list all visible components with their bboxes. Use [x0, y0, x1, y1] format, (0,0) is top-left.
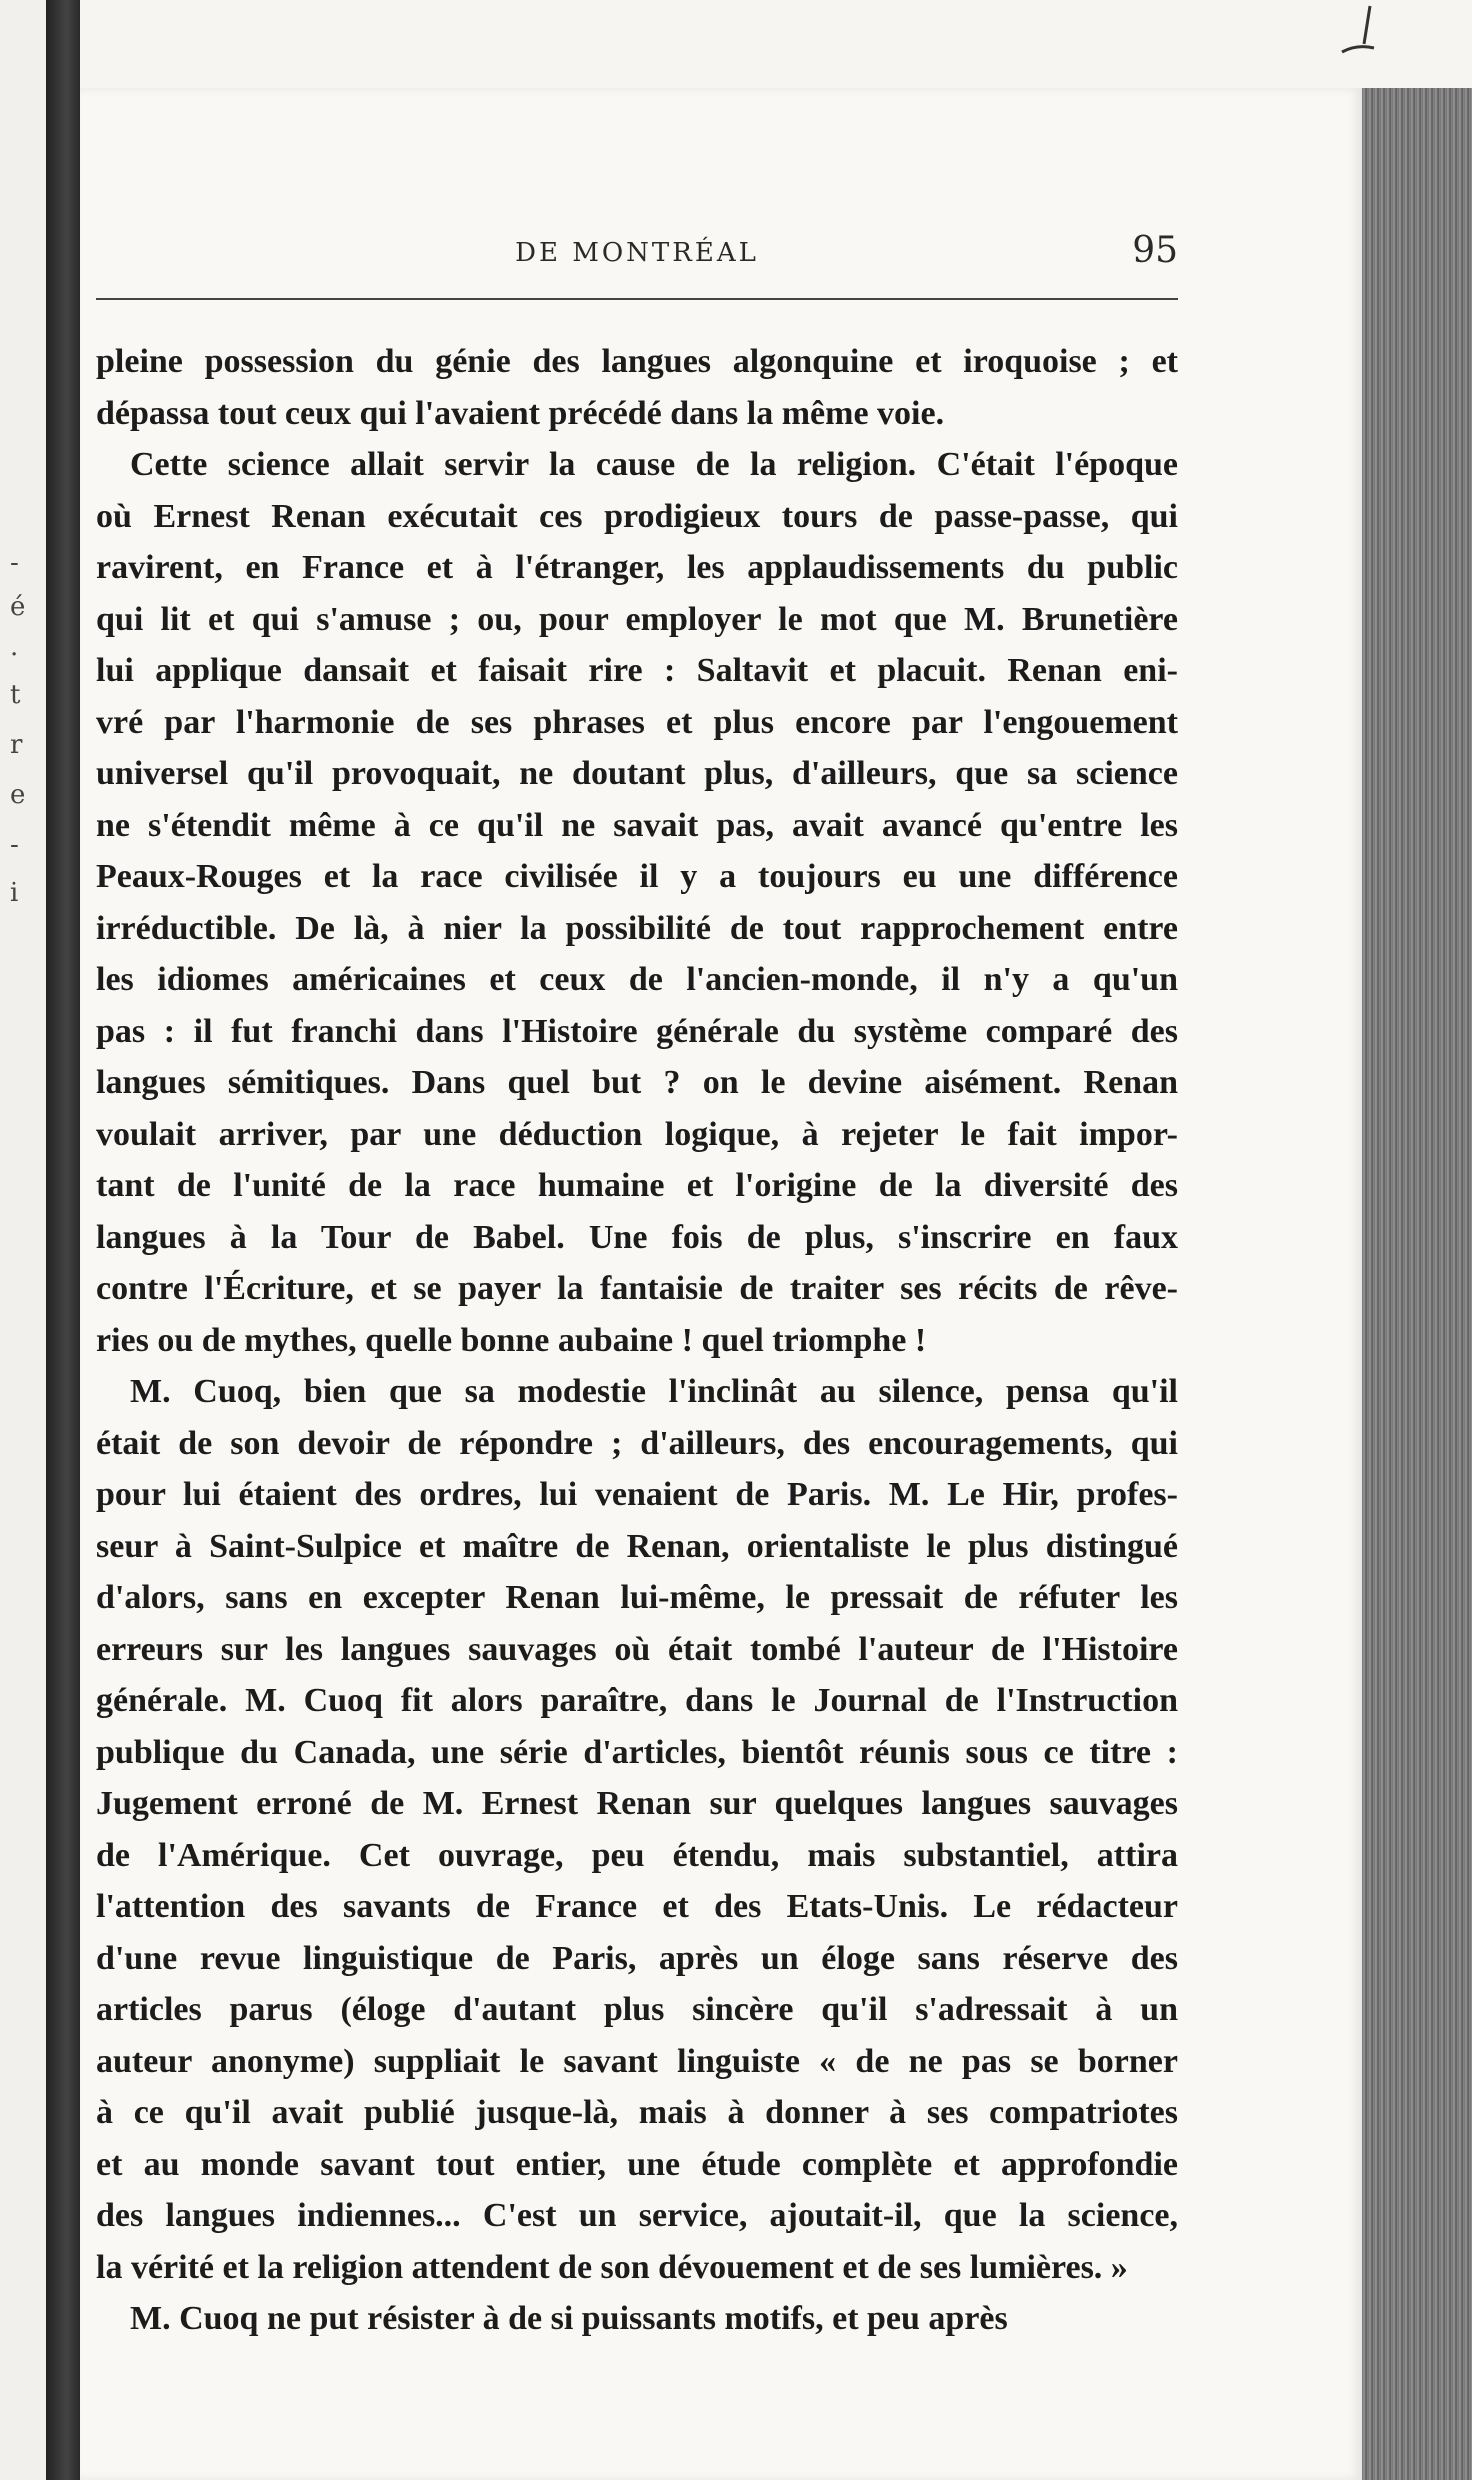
text-line: où Ernest Renan exécutait ces prodigieux tours de passe-passe, qui	[96, 497, 1178, 535]
text-line: pour lui étaient des ordres, lui venaient de Paris. M. Le Hir, profes-	[96, 1476, 1178, 1513]
text-line: de l'Amérique. Cet ouvrage, peu étendu, mais substantiel, attira	[96, 1836, 1178, 1874]
text-line: Cette science allait servir la cause de la religion. C'était l'époque	[130, 446, 1178, 483]
text-line: dépassa tout ceux qui l'avaient précédé dans la même voie.	[96, 394, 945, 432]
text-line: langues sémitiques. Dans quel but ? on le devine aisément. Renan	[96, 1064, 1178, 1101]
text-line: publique du Canada, une série d'articles, bientôt réunis sous ce titre :	[96, 1733, 1178, 1771]
text-line: ne s'étendit même à ce qu'il ne savait pas, avait avancé qu'entre les	[96, 806, 1178, 844]
text-line: universel qu'il provoquait, ne doutant plus, d'ailleurs, que sa science	[96, 755, 1178, 792]
text-line: auteur anonyme) suppliait le savant linguiste « de ne pas se borner	[96, 2042, 1178, 2080]
text-line: vré par l'harmonie de ses phrases et plus encore par l'engouement	[96, 703, 1178, 741]
header-rule	[96, 298, 1178, 300]
text-line: pleine possession du génie des langues algonquine et iroquoise ; et	[96, 343, 1178, 380]
prev-page-fragment: e	[10, 780, 26, 810]
text-line: Peaux-Rouges et la race civilisée il y a toujours eu une différence	[96, 858, 1178, 895]
text-line: était de son devoir de répondre ; d'ailleurs, des encouragements, qui	[96, 1424, 1178, 1462]
book-gutter	[46, 0, 80, 2480]
body-text	[96, 336, 1178, 2345]
scan-top-margin	[80, 0, 1472, 88]
previous-page-edge	[0, 0, 46, 2480]
text-line: ries ou de mythes, quelle bonne aubaine ! quel triomphe !	[96, 1321, 927, 1359]
text-line: les idiomes américaines et ceux de l'ancien-monde, il n'y a qu'un	[96, 961, 1178, 998]
prev-page-fragment: t	[10, 680, 21, 710]
pencil-mark-icon	[1312, 4, 1392, 64]
running-head: DE MONTRÉAL	[515, 238, 759, 268]
prev-page-fragment: r	[10, 730, 23, 760]
text-line: d'une revue linguistique de Paris, après un éloge sans réserve des	[96, 1939, 1178, 1977]
prev-page-fragment: .	[10, 632, 19, 662]
text-line: voulait arriver, par une déduction logique, à rejeter le fait impor-	[96, 1115, 1178, 1153]
text-line: contre l'Écriture, et se payer la fantaisie de traiter ses récits de rêve-	[96, 1270, 1178, 1307]
text-line: d'alors, sans en excepter Renan lui-même, le pressait de réfuter les	[96, 1579, 1178, 1616]
text-line: et au monde savant tout entier, une étude complète et approfondie	[96, 2145, 1178, 2183]
prev-page-fragment: é	[10, 592, 26, 622]
text-line: la vérité et la religion attendent de son dévouement et de ses lumières. »	[96, 2248, 1128, 2286]
text-line: qui lit et qui s'amuse ; ou, pour employer le mot que M. Brunetière	[96, 600, 1178, 638]
text-line: seur à Saint-Sulpice et maître de Renan, orientaliste le plus distingué	[96, 1527, 1178, 1565]
text-line: lui applique dansait et faisait rire : Saltavit et placuit. Renan eni-	[96, 652, 1178, 689]
text-line: langues à la Tour de Babel. Une fois de plus, s'inscrire en faux	[96, 1218, 1178, 1256]
text-line: Jugement erroné de M. Ernest Renan sur quelques langues sauvages	[96, 1785, 1178, 1822]
page-number: 95	[1132, 230, 1178, 271]
text-line: M. Cuoq ne put résister à de si puissants motifs, et peu après	[130, 2300, 1008, 2337]
page-stack-edges	[1362, 88, 1472, 2480]
text-line: générale. M. Cuoq fit alors paraître, dans le Journal de l'Instruction	[96, 1682, 1178, 1719]
text-line: M. Cuoq, bien que sa modestie l'inclinât au silence, pensa qu'il	[130, 1373, 1178, 1410]
page-header	[96, 230, 1178, 280]
text-line: articles parus (éloge d'autant plus sincère qu'il s'adressait à un	[96, 1991, 1178, 2028]
text-line: erreurs sur les langues sauvages où était tombé l'auteur de l'Histoire	[96, 1630, 1178, 1668]
text-line: des langues indiennes... C'est un service, ajoutait-il, que la science,	[96, 2197, 1178, 2234]
text-line: tant de l'unité de la race humaine et l'origine de la diversité des	[96, 1167, 1178, 1204]
text-line: pas : il fut franchi dans l'Histoire générale du système comparé des	[96, 1012, 1178, 1050]
prev-page-fragment: -	[10, 830, 19, 860]
text-line: à ce qu'il avait publié jusque-là, mais à donner à ses compatriotes	[96, 2094, 1178, 2131]
text-line: ravirent, en France et à l'étranger, les applaudissements du public	[96, 549, 1178, 586]
prev-page-fragment: i	[10, 878, 19, 908]
text-line: l'attention des savants de France et des Etats-Unis. Le rédacteur	[96, 1888, 1178, 1925]
text-line: irréductible. De là, à nier la possibilité de tout rapprochement entre	[96, 909, 1178, 947]
prev-page-fragment: -	[10, 548, 19, 578]
